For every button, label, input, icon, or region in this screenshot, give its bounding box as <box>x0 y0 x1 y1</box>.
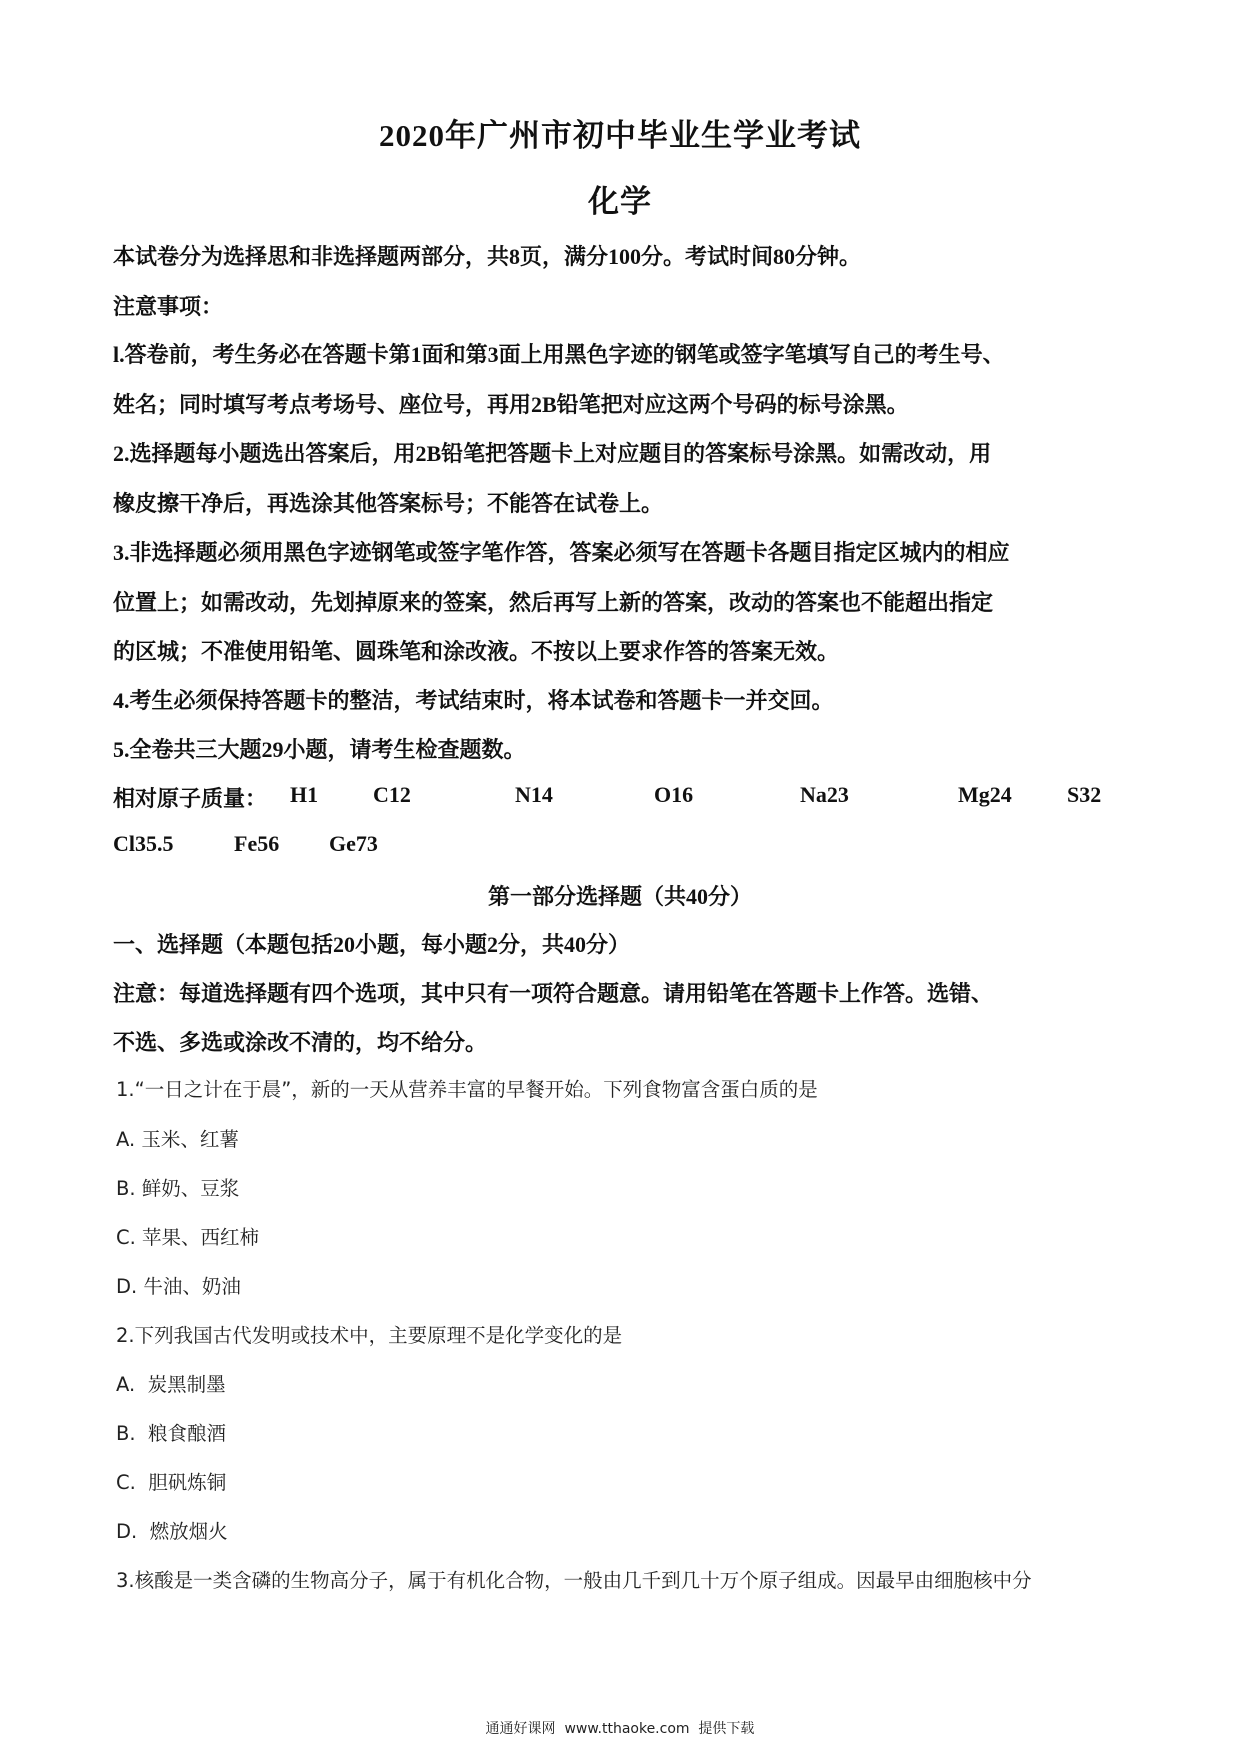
answer-option: A. 炭黑制墨 <box>116 1373 226 1396</box>
atomic-mass-item: Fe56 <box>234 831 280 856</box>
section-note: 不选、多选或涂改不清的，均不给分。 <box>113 1030 488 1055</box>
atomic-mass-item: Na23 <box>800 782 849 807</box>
subject-title: 化学 <box>588 184 652 219</box>
notice-line: 5.全卷共三大题29小题，请考生检查题数。 <box>113 737 526 762</box>
question-stem: 2.下列我国古代发明或技术中，主要原理不是化学变化的是 <box>116 1324 623 1347</box>
notice-line: 2.选择题每小题选出答案后，用2B铅笔把答题卡上对应题目的答案标号涂黑。如需改动，用 <box>113 441 992 466</box>
section-heading: 一、选择题（本题包括20小题，每小题2分，共40分） <box>113 932 631 957</box>
answer-option: B. 鲜奶、豆浆 <box>116 1177 240 1200</box>
part-heading: 第一部分选择题（共40分） <box>487 884 752 909</box>
notice-line: 位置上；如需改动，先划掉原来的签案，然后再写上新的答案，改动的答案也不能超出指定 <box>113 590 994 615</box>
exam-title: 2020年广州市初中毕业生学业考试 <box>379 118 861 153</box>
atomic-mass-item: Mg24 <box>958 782 1012 807</box>
notice-line: 橡皮擦干净后，再选涂其他答案标号；不能答在试卷上。 <box>113 491 664 516</box>
notice-line: 4.考生必须保持答题卡的整洁，考试结束时，将本试卷和答题卡一并交回。 <box>113 688 834 713</box>
notice-line: 3.非选择题必须用黑色字迹钢笔或签字笔作答，答案必须写在答题卡各题目指定区城内的相应 <box>113 540 1010 565</box>
answer-option: A. 玉米、红薯 <box>116 1128 239 1151</box>
notice-line: l.答卷前，考生务必在答题卡第1面和第3面上用黑色字迹的钢笔或签字笔填写自己的考生号、 <box>113 342 1005 367</box>
notice-line: 姓名；同时填写考点考场号、座位号，再用2B铅笔把对应这两个号码的标号涂黑。 <box>113 392 909 417</box>
question-stem: 3.核酸是一类含磷的生物高分子，属于有机化合物，一般由几千到几十万个原子组成。因最早由细胞核中分 <box>116 1569 1032 1592</box>
atomic-mass-item: Cl35.5 <box>113 831 174 856</box>
notice-heading: 注意事项： <box>113 294 224 319</box>
answer-option: D. 燃放烟火 <box>116 1520 228 1543</box>
atomic-mass-item: C12 <box>373 782 411 807</box>
answer-option: C. 胆矾炼铜 <box>116 1471 227 1494</box>
atomic-mass-item: S32 <box>1067 782 1102 807</box>
answer-option: B. 粮食酿酒 <box>116 1422 226 1445</box>
question-stem: 1.“一日之计在于晨”，新的一天从营养丰富的早餐开始。下列食物富含蛋白质的是 <box>116 1078 818 1101</box>
answer-option: D. 牛油、奶油 <box>116 1275 241 1298</box>
notice-line: 的区城；不准使用铅笔、圆珠笔和涂改液。不按以上要求作答的答案无效。 <box>113 639 840 664</box>
section-note: 注意：每道选择题有四个选项，其中只有一项符合题意。请用铅笔在答题卡上作答。选错、 <box>113 981 994 1006</box>
atomic-mass-item: Ge73 <box>329 831 378 856</box>
exam-intro: 本试卷分为选择思和非选择题两部分，共8页，满分100分。考试时间80分钟。 <box>113 244 862 269</box>
answer-option: C. 苹果、西红柿 <box>116 1226 260 1249</box>
page-footer: 通通好课网 www.tthaoke.com 提供下载 <box>485 1721 755 1737</box>
atomic-mass-label: 相对原子质量： <box>113 786 268 811</box>
atomic-mass-item: N14 <box>515 782 553 807</box>
atomic-mass-item: H1 <box>290 782 319 807</box>
atomic-mass-item: O16 <box>654 782 694 807</box>
